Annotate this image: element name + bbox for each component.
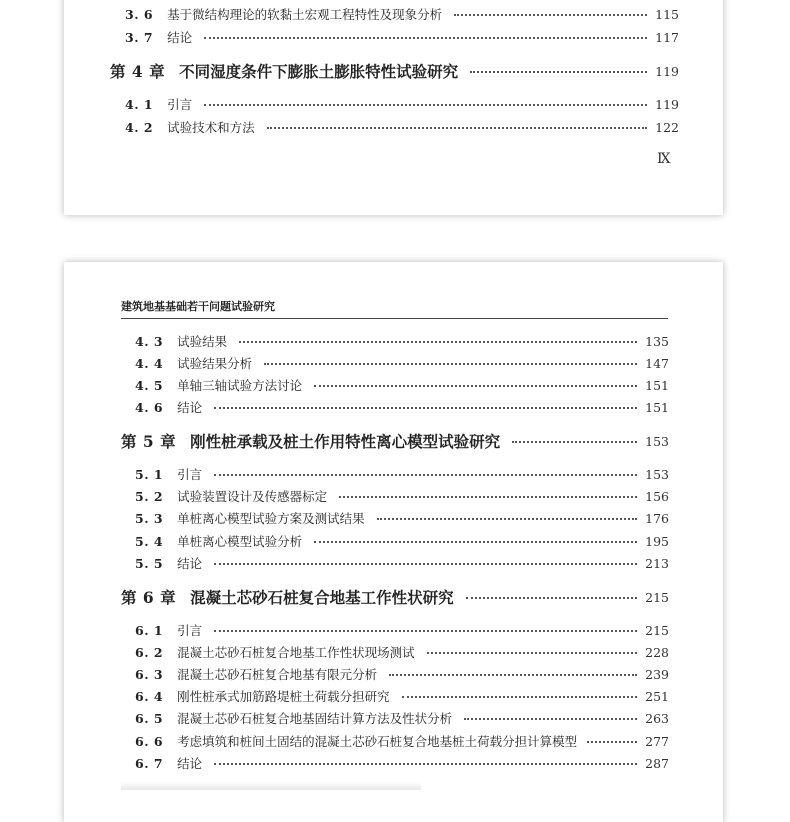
section-title: 混凝土芯砂石桩复合地基工作性状现场测试 — [177, 645, 415, 660]
section-number: 5. 5 — [135, 555, 164, 571]
toc-entry[interactable] — [135, 663, 669, 685]
section-title: 结论 — [177, 756, 203, 771]
dot-leader — [214, 630, 637, 632]
toc-entry[interactable] — [125, 26, 679, 48]
section-number: 5. 1 — [135, 466, 164, 482]
toc-entry[interactable] — [135, 463, 669, 485]
roman-page-number: Ⅸ — [657, 151, 671, 167]
section-number: 4. 3 — [135, 333, 164, 349]
section-title: 引言 — [177, 467, 203, 482]
section-number: 6. 1 — [135, 622, 164, 638]
toc-entry[interactable] — [135, 530, 669, 552]
dot-leader — [214, 407, 637, 409]
section-title: 结论 — [167, 30, 193, 45]
toc-entry[interactable] — [135, 374, 669, 396]
page-number: 122 — [655, 119, 679, 135]
dot-leader — [454, 14, 647, 16]
toc-entry[interactable] — [135, 685, 669, 707]
page-number: 117 — [655, 29, 679, 45]
dot-leader — [214, 563, 637, 565]
section-title: 引言 — [177, 623, 203, 638]
section-title: 单桩离心模型试验方案及测试结果 — [177, 511, 365, 526]
section-number: 5. 2 — [135, 488, 164, 504]
dot-leader — [204, 37, 647, 39]
dot-leader — [339, 496, 637, 498]
section-title: 刚性桩承式加筋路堤桩土荷载分担研究 — [177, 689, 390, 704]
cropped-next-line — [121, 782, 421, 790]
section-number: 6. 4 — [135, 688, 164, 704]
chapter-number: 第 5 章 — [121, 432, 177, 451]
page-number: 251 — [645, 688, 669, 704]
section-title: 结论 — [177, 556, 203, 571]
page-number: 213 — [645, 555, 669, 571]
page-number: 153 — [645, 466, 669, 482]
chapter-title: 混凝土芯砂石桩复合地基工作性状研究 — [190, 588, 454, 607]
page-number: 119 — [655, 96, 679, 112]
dot-leader — [402, 696, 638, 698]
section-number: 4. 1 — [125, 96, 154, 112]
toc-chapter-6[interactable] — [121, 584, 669, 610]
page-number: 151 — [645, 399, 669, 415]
dot-leader — [470, 71, 647, 73]
section-number: 6. 5 — [135, 710, 164, 726]
dot-leader — [264, 363, 637, 365]
page-number: 215 — [645, 622, 669, 638]
page-number: 156 — [645, 488, 669, 504]
chapter-number: 第 6 章 — [121, 588, 177, 607]
section-number: 3. 6 — [125, 6, 154, 22]
page-number: 287 — [645, 755, 669, 771]
section-title: 单轴三轴试验方法讨论 — [177, 378, 303, 393]
page-number: 215 — [645, 589, 669, 605]
toc-entry[interactable] — [135, 752, 669, 774]
section-title: 混凝土芯砂石桩复合地基固结计算方法及性状分析 — [177, 711, 453, 726]
section-title: 混凝土芯砂石桩复合地基有限元分析 — [177, 667, 378, 682]
toc-chapter-5[interactable] — [121, 428, 669, 454]
section-number: 4. 6 — [135, 399, 164, 415]
page-number: 195 — [645, 533, 669, 549]
running-header: 建筑地基基础若干问题试验研究 — [121, 300, 275, 313]
dot-leader — [377, 518, 638, 520]
section-number: 4. 4 — [135, 355, 164, 371]
section-number: 6. 2 — [135, 644, 164, 660]
section-number: 6. 3 — [135, 666, 164, 682]
section-title: 试验结果分析 — [177, 356, 253, 371]
dot-leader — [267, 127, 648, 129]
page-number: 151 — [645, 377, 669, 393]
page-number: 263 — [645, 710, 669, 726]
toc-entry[interactable] — [135, 485, 669, 507]
section-number: 6. 6 — [135, 733, 164, 749]
toc-entry[interactable] — [135, 730, 669, 752]
toc-page-main — [64, 262, 723, 822]
section-title: 结论 — [177, 400, 203, 415]
chapter-number: 第 4 章 — [110, 62, 166, 81]
page-number: 228 — [645, 644, 669, 660]
section-title: 试验结果 — [177, 334, 228, 349]
header-rule — [121, 318, 668, 319]
page-number: 135 — [645, 333, 669, 349]
section-title: 引言 — [167, 97, 193, 112]
dot-leader — [466, 597, 638, 599]
toc-entry[interactable] — [135, 619, 669, 641]
toc-entry[interactable] — [135, 707, 669, 729]
dot-leader — [389, 674, 637, 676]
toc-entry[interactable] — [135, 396, 669, 418]
dot-leader — [314, 541, 637, 543]
toc-page-top — [64, 0, 723, 215]
dot-leader — [204, 104, 647, 106]
toc-entry[interactable] — [125, 93, 679, 115]
toc-entry[interactable] — [135, 641, 669, 663]
section-number: 6. 7 — [135, 755, 164, 771]
toc-entry[interactable] — [135, 352, 669, 374]
toc-entry[interactable] — [125, 116, 679, 138]
section-number: 3. 7 — [125, 29, 154, 45]
section-number: 5. 4 — [135, 533, 164, 549]
dot-leader — [427, 652, 638, 654]
page-number: 115 — [655, 6, 679, 22]
dot-leader — [214, 763, 637, 765]
page-number: 176 — [645, 510, 669, 526]
page-number: 239 — [645, 666, 669, 682]
section-title: 试验装置设计及传感器标定 — [177, 489, 328, 504]
dot-leader — [214, 474, 637, 476]
toc-entry[interactable] — [135, 330, 669, 352]
page-number: 153 — [645, 433, 669, 449]
dot-leader — [587, 741, 637, 743]
page-number: 147 — [645, 355, 669, 371]
section-number: 4. 5 — [135, 377, 164, 393]
dot-leader — [512, 441, 637, 443]
toc-entry[interactable] — [125, 3, 679, 25]
dot-leader — [464, 718, 637, 720]
toc-entry[interactable] — [135, 507, 669, 529]
page-number: 119 — [655, 63, 679, 79]
page-number: 277 — [645, 733, 669, 749]
section-title: 考虑填筑和桩间土固结的混凝土芯砂石桩复合地基桩土荷载分担计算模型 — [177, 734, 578, 749]
section-number: 4. 2 — [125, 119, 154, 135]
dot-leader — [314, 385, 637, 387]
section-title: 单桩离心模型试验分析 — [177, 534, 303, 549]
section-number: 5. 3 — [135, 510, 164, 526]
section-title: 试验技术和方法 — [167, 120, 255, 135]
section-title: 基于微结构理论的软黏土宏观工程特性及现象分析 — [167, 7, 443, 22]
chapter-title: 不同湿度条件下膨胀土膨胀特性试验研究 — [179, 62, 459, 81]
dot-leader — [239, 341, 637, 343]
chapter-title: 刚性桩承载及桩土作用特性离心模型试验研究 — [190, 432, 501, 451]
toc-entry[interactable] — [135, 552, 669, 574]
toc-chapter-4[interactable] — [110, 58, 679, 84]
